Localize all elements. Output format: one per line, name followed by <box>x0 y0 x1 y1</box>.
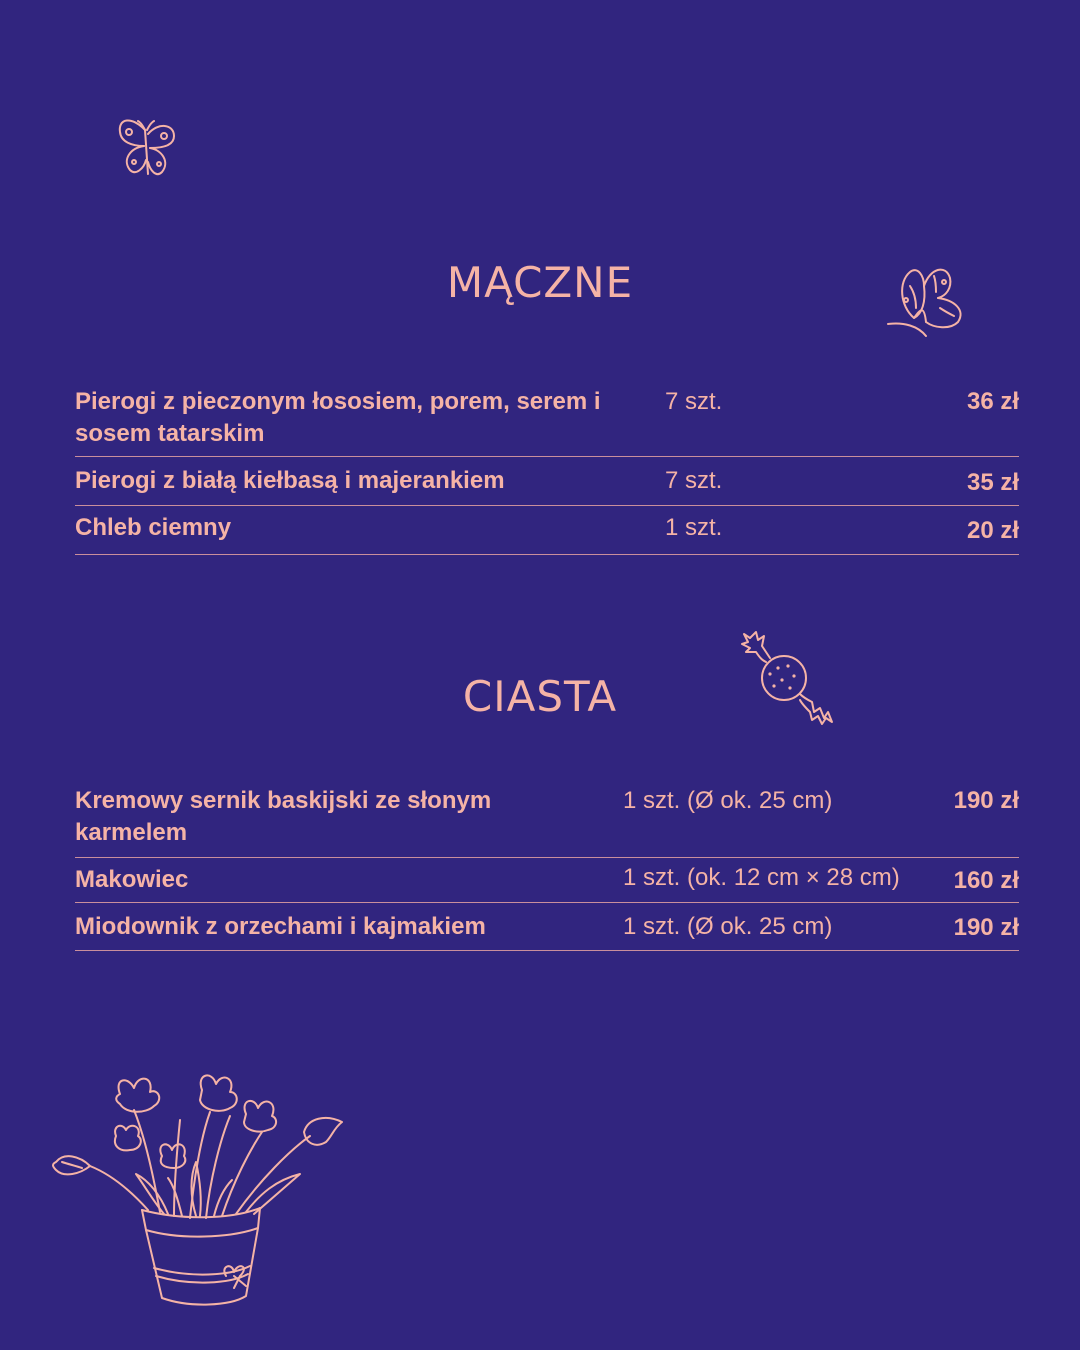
item-price: 190 zł <box>953 787 1019 814</box>
menu-row <box>75 457 1019 506</box>
item-name: Pierogi z pieczonym łososiem, porem, serem i sosem tatarskim <box>75 388 601 447</box>
item-quantity: 7 szt. <box>665 388 723 415</box>
menu-row <box>75 386 1019 457</box>
item-name: Pierogi z białą kiełbasą i majerankiem <box>75 467 505 494</box>
item-quantity: 1 szt. (Ø ok. 25 cm) <box>623 787 833 814</box>
item-quantity: 7 szt. <box>665 467 723 494</box>
flower-pot-icon <box>50 1070 350 1320</box>
candy-icon <box>740 628 836 733</box>
menu-row <box>75 506 1019 555</box>
section-title-ciasta: CIASTA <box>462 672 618 721</box>
item-name: Miodownik z orzechami i kajmakiem <box>75 913 486 940</box>
item-name: Kremowy sernik baskijski ze słonym karmelem <box>75 787 492 846</box>
item-name: Chleb ciemny <box>75 514 232 541</box>
menu-list-maczne <box>75 386 1019 555</box>
menu-row <box>75 858 1019 903</box>
item-price: 20 zł <box>966 517 1019 544</box>
item-price: 160 zł <box>953 867 1019 894</box>
butterfly-icon <box>112 116 182 189</box>
item-name: Makowiec <box>75 866 189 893</box>
section-title-maczne: MĄCZNE <box>446 258 634 307</box>
item-price: 36 zł <box>966 388 1019 415</box>
menu-list-ciasta <box>75 785 1019 951</box>
item-price: 35 zł <box>966 469 1019 496</box>
item-quantity: 1 szt. <box>665 514 723 541</box>
menu-row <box>75 785 1019 858</box>
menu-row <box>75 903 1019 951</box>
item-quantity: 1 szt. (Ø ok. 25 cm) <box>623 913 833 940</box>
butterfly-icon <box>884 262 968 349</box>
item-quantity: 1 szt. (ok. 12 cm × 28 cm) <box>623 864 900 891</box>
item-price: 190 zł <box>953 914 1019 941</box>
